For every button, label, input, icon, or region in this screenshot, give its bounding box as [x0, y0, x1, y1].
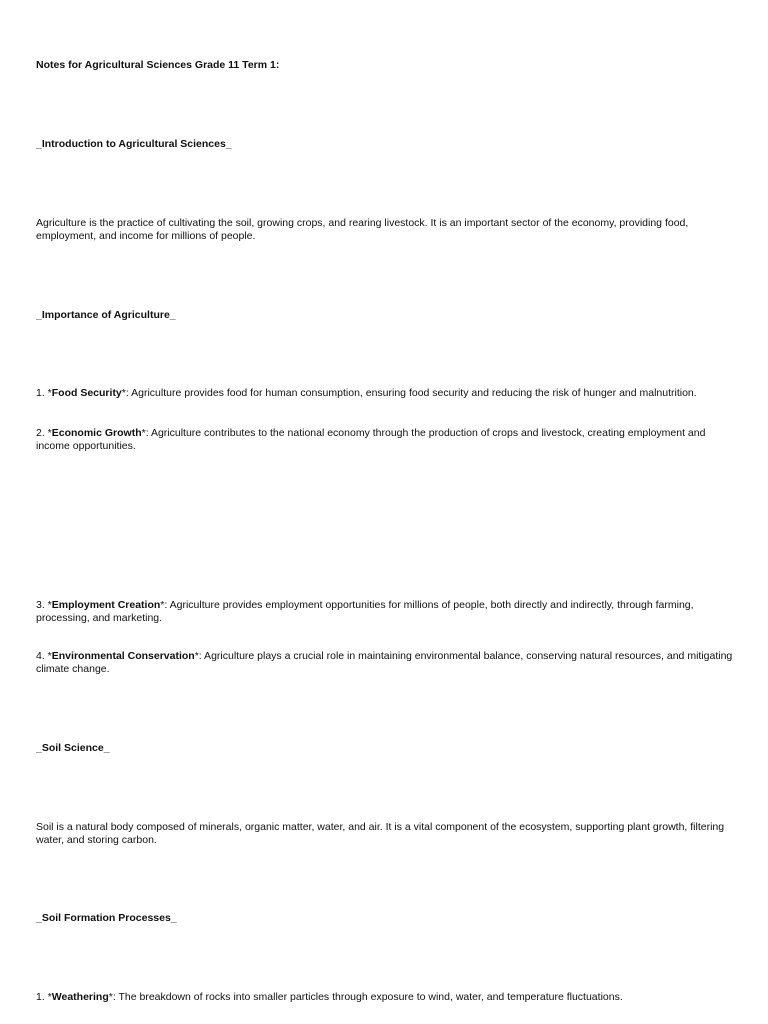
list-item-prefix: 2. *	[36, 427, 52, 439]
introduction-paragraph: Agriculture is the practice of cultivating the soil, growing crops, and rearing livestock. It is an important sector of the economy, providing food, employment, and income for millions of people.	[36, 217, 689, 242]
list-item-term: Employment Creation	[51, 599, 161, 611]
list-item-prefix: 3. *	[36, 599, 52, 611]
list-item-prefix: 4. *	[36, 650, 52, 662]
list-item-text: *: Agriculture provides employment opportunities for millions of people, both directly and indirectly, through farming, processing, and marketing.	[36, 599, 694, 624]
list-item-text: *: Agriculture plays a crucial role in maintaining environmental balance, conserving natural resources, and mitigating climate change.	[36, 650, 733, 675]
list-item-prefix: 1. *	[36, 991, 52, 1003]
list-item-environmental-conservation	[36, 650, 736, 676]
list-item-term: Economic Growth	[51, 427, 142, 439]
list-item-term: Environmental Conservation	[51, 650, 195, 662]
list-item-text: *: The breakdown of rocks into smaller particles through exposure to wind, water, and temperature fluctuations.	[108, 991, 623, 1003]
list-item-food-security	[36, 387, 736, 400]
section-heading-introduction: _Introduction to Agricultural Sciences_	[36, 138, 232, 150]
section-heading-soil-formation: _Soil Formation Processes_	[36, 912, 177, 924]
list-item-weathering	[36, 991, 736, 1004]
list-item-term: Weathering	[51, 991, 109, 1003]
list-item-term: Food Security	[51, 387, 122, 399]
list-item-text: *: Agriculture contributes to the national economy through the production of crops and livestock, creating employment and income opportunities.	[36, 427, 706, 452]
section-heading-importance: _Importance of Agriculture_	[36, 309, 176, 321]
list-item-employment-creation	[36, 599, 736, 625]
soil-science-paragraph: Soil is a natural body composed of minerals, organic matter, water, and air. It is a vital component of the ecosystem, supporting plant growth, filtering water, and storing carbon.	[36, 821, 725, 846]
list-item-prefix: 1. *	[36, 387, 52, 399]
list-item-text: *: Agriculture provides food for human consumption, ensuring food security and reducing the risk of hunger and malnutrition.	[121, 387, 697, 399]
document-title: Notes for Agricultural Sciences Grade 11 Term 1:	[36, 59, 280, 71]
list-item-economic-growth	[36, 427, 736, 453]
section-heading-soil-science: _Soil Science_	[36, 742, 110, 754]
